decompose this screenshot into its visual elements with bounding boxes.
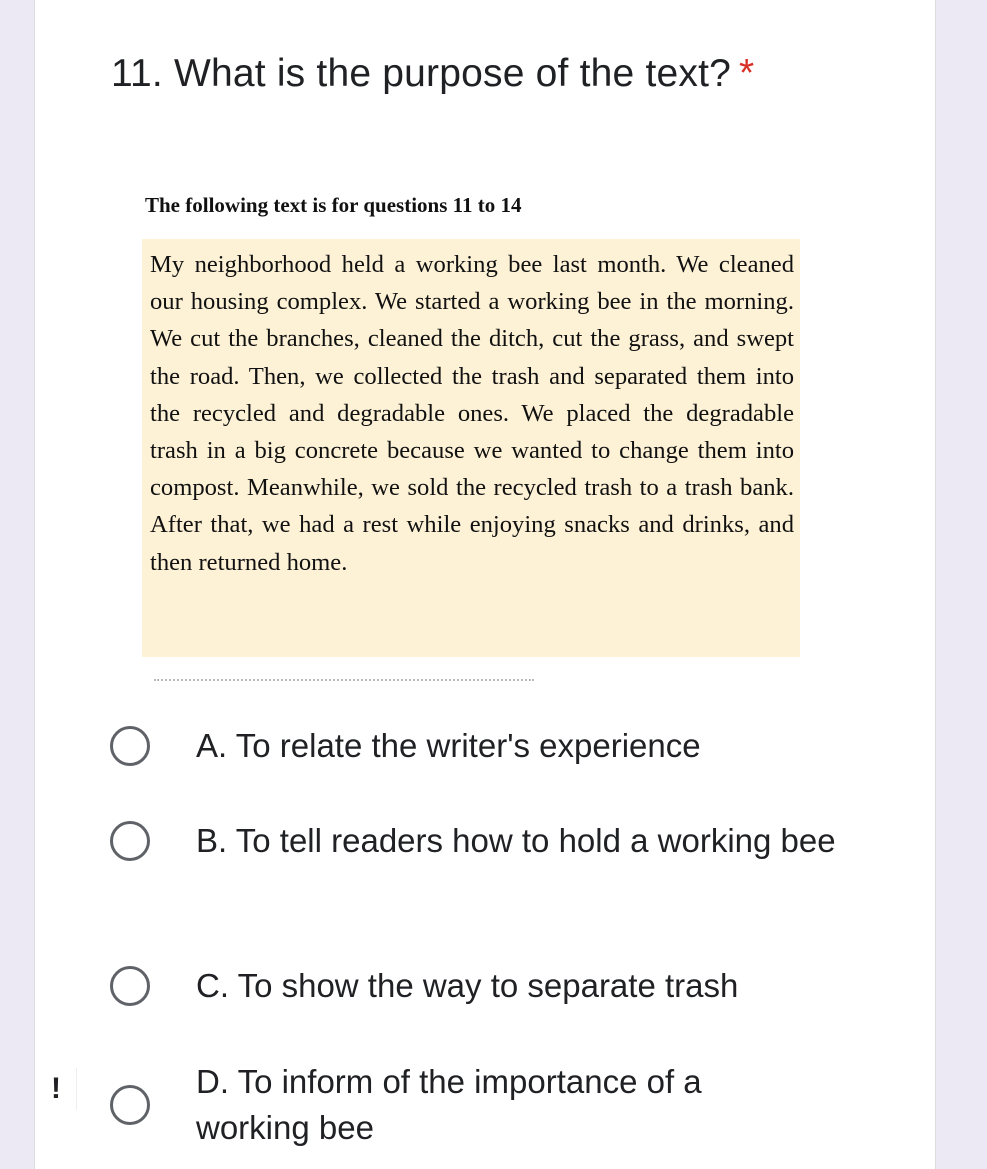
alert-icon: !	[36, 1068, 77, 1110]
radio-button-icon[interactable]	[110, 726, 150, 766]
required-marker: *	[739, 52, 755, 95]
passage-heading: The following text is for questions 11 to 14	[145, 193, 522, 217]
cropped-text-line	[154, 679, 534, 684]
passage-image	[140, 185, 810, 695]
option-c[interactable]	[110, 963, 870, 1009]
question-title	[111, 52, 754, 96]
option-d[interactable]	[110, 1059, 870, 1151]
question-text: 11. What is the purpose of the text?	[111, 52, 732, 95]
option-label: B. To tell readers how to hold a working bee	[196, 822, 836, 859]
option-b[interactable]	[110, 818, 870, 864]
passage-text: My neighborhood held a working bee last month. We cleaned our housing complex. We started a working bee in the morning. We cut the branches, cleaned the ditch, cut the grass, and swept the road. Then, we collected the trash and separated them into the recycled and degradable ones. We placed the degradable trash in a big concrete because we wanted to change them into compost. Meanwhile, we sold the recycled trash to a trash bank. After that, we had a rest while enjoying snacks and drinks, and then returned home.	[142, 239, 800, 657]
radio-button-icon[interactable]	[110, 1085, 150, 1125]
option-label: D. To inform of the importance of a working bee	[196, 1063, 702, 1146]
radio-button-icon[interactable]	[110, 966, 150, 1006]
radio-button-icon[interactable]	[110, 821, 150, 861]
option-label: C. To show the way to separate trash	[196, 967, 739, 1004]
option-a[interactable]	[110, 723, 870, 769]
option-label: A. To relate the writer's experience	[196, 727, 701, 764]
